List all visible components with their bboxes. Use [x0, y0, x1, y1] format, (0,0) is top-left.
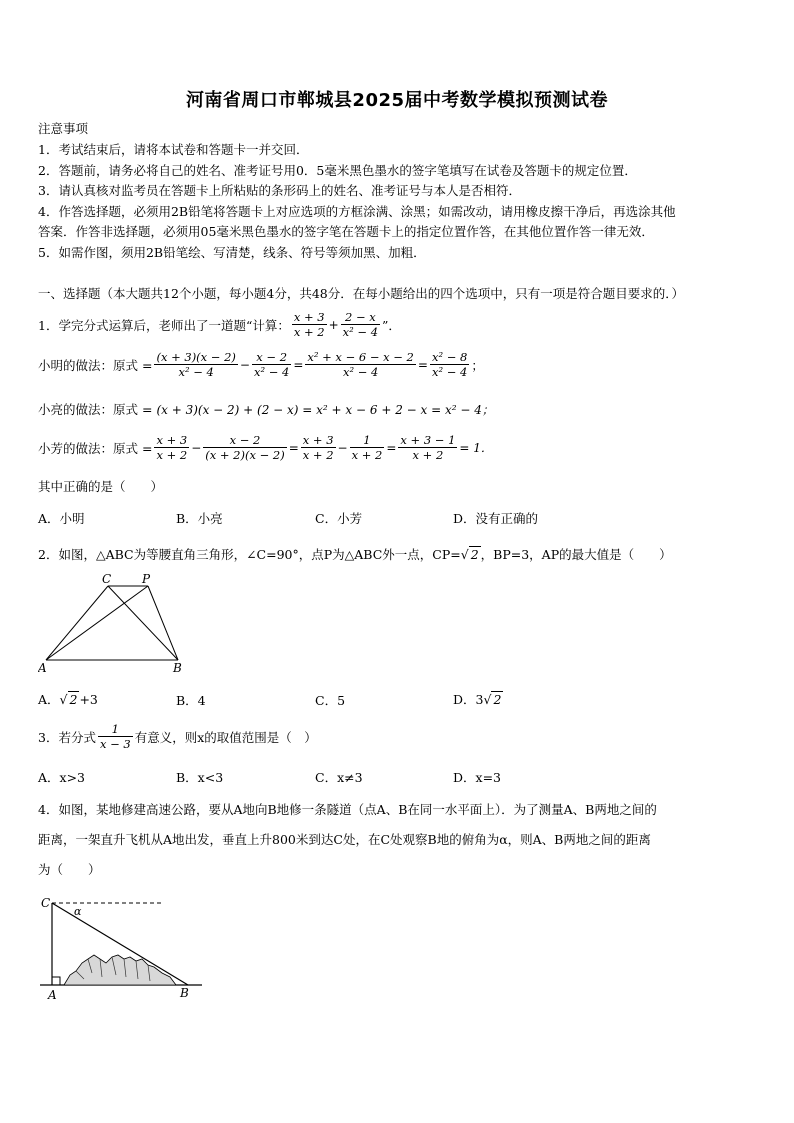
- section-heading: 一、选择题（本大题共12个小题，每小题4分，共48分．在每小题给出的四个选项中，只有一项是符合题目要求的．）: [38, 286, 685, 301]
- q1-xf-minus1: −: [191, 440, 202, 455]
- q2-label-p: P: [142, 572, 151, 586]
- q1-option-c[interactable]: C．小芳: [315, 511, 363, 526]
- q2-option-a-suffix: +3: [79, 691, 98, 707]
- q1-xf-c-num: x + 3: [302, 433, 334, 447]
- q2-option-d-prefix: D．3: [453, 692, 484, 707]
- q1-xf-eq1: =: [288, 440, 299, 455]
- q1-xm-frac-d: [430, 350, 469, 379]
- q1-xm-c-den: x² − 4: [342, 365, 379, 379]
- q1-xf-a-num: x + 3: [156, 433, 188, 447]
- q1-xm-b-den: x² − 4: [253, 365, 290, 379]
- q1-xf-minus2: −: [337, 440, 348, 455]
- q1-xf-frac-c: [301, 433, 336, 462]
- q1-xf-eq2: =: [386, 440, 397, 455]
- q1-xf-frac-d: [350, 433, 385, 462]
- q1-xf-b-den: (x + 2)(x − 2): [205, 448, 285, 462]
- q1-xf-e-den: x + 2: [412, 448, 444, 462]
- q4-line-2: 距离，一架直升飞机从A地出发，垂直上升800米到达C处，在C处观察B地的俯角为α，则A、B两地之间的距离: [38, 832, 651, 847]
- q2-stem: [38, 545, 672, 563]
- q1-xm-eq2: =: [417, 357, 428, 372]
- q1-xiaoliang-label: 小亮的做法：原式 =: [38, 402, 153, 417]
- q1-xiaoliang: [38, 400, 494, 418]
- q4-line-3: 为（ ）: [38, 862, 101, 877]
- q2-sqrt-radicand: 2: [470, 546, 479, 562]
- q1-plus: +: [328, 317, 339, 332]
- q2-option-a-prefix: A．: [38, 692, 60, 707]
- q1-xiaofang-label: 小芳的做法：原式 =: [38, 440, 153, 456]
- q2-line-pa: [46, 586, 148, 660]
- q1-xm-frac-c: [305, 350, 416, 379]
- notice-item-1: 1．考试结束后，请将本试卷和答题卡一并交回．: [38, 142, 309, 157]
- q2-stem-a: 2．如图，△ABC为等腰直角三角形，∠C=90°，点P为△ABC外一点，CP=: [38, 547, 461, 562]
- q3-frac-num: 1: [98, 722, 133, 737]
- q4-label-alpha: α: [74, 905, 82, 918]
- q2-option-a[interactable]: [38, 690, 98, 708]
- q2-sqrt: √ 2: [460, 546, 479, 562]
- q1-xm-minus: −: [239, 357, 250, 372]
- q3-stem-a: 3．若分式: [38, 729, 96, 745]
- q4-label-a: A: [48, 988, 57, 1002]
- q1-f1-num: x + 3: [293, 310, 325, 324]
- q1-xiaoming-label: 小明的做法：原式 =: [38, 357, 153, 373]
- q1-xf-frac-b: [203, 433, 286, 462]
- q1-stem-prefix: 1．学完分式运算后，老师出了一道题“计算：: [38, 317, 290, 333]
- notice-item-2: 2．答题前，请务必将自己的姓名、准考证号用0．5毫米黑色墨水的签字笔填写在试卷及答题卡的规定位置．: [38, 163, 637, 178]
- q2-figure: [38, 572, 188, 680]
- notice-item-3: 3．请认真核对监考员在答题卡上所粘贴的条形码上的姓名、准考证号与本人是否相符．: [38, 183, 521, 198]
- q1-xm-a-den: x² − 4: [178, 365, 214, 379]
- q3-option-b[interactable]: B．x<3: [176, 770, 224, 785]
- q2-stem-b: ，BP=3，AP的最大值是（ ）: [480, 547, 672, 562]
- q3-frac-den: x − 3: [99, 737, 131, 751]
- q2-option-a-radicand: 2: [69, 691, 78, 707]
- q1-xiaofang: [38, 433, 493, 462]
- q2-option-d-radicand: 2: [493, 691, 502, 707]
- q1-option-d[interactable]: D．没有正确的: [453, 511, 539, 526]
- q1-xm-d-num: x² − 8: [431, 350, 468, 364]
- q1-stem: [38, 310, 401, 339]
- q1-xf-frac-a: [154, 433, 189, 462]
- q1-stem-suffix: ”．: [382, 317, 401, 333]
- q1-fraction-1: [292, 310, 327, 339]
- q4-line-1: 4．如图，某地修建高速公路，要从A地向B地修一条隧道（点A、B在同一水平面上）．为了测量A、B两地之间的: [38, 802, 657, 817]
- q3-stem: [38, 722, 317, 751]
- q3-stem-b: 有意义，则x的取值范围是（ ）: [134, 729, 317, 745]
- q1-option-b[interactable]: B．小亮: [176, 511, 223, 526]
- q1-xf-frac-e: [398, 433, 457, 462]
- q1-xf-d-num: 1: [350, 433, 385, 448]
- q2-label-c: C: [102, 572, 112, 586]
- notice-item-4: 4．作答选择题，必须用2B铅笔将答题卡上对应选项的方框涂满、涂黑；如需改动，请用橡皮擦干净后，再选涂其他: [38, 204, 676, 219]
- q4-label-b: B: [180, 986, 189, 1000]
- page-title: 河南省周口市郸城县2025届中考数学模拟预测试卷: [185, 90, 609, 111]
- q1-xf-a-den: x + 2: [156, 448, 188, 462]
- q1-fraction-2: [341, 310, 380, 339]
- q1-option-a[interactable]: A．小明: [38, 511, 85, 526]
- q1-xf-e-num: x + 3 − 1: [400, 433, 456, 447]
- q3-fraction: [98, 722, 133, 751]
- notice-item-4-cont: 答案．作答非选择题，必须用05毫米黑色墨水的签字笔在答题卡上的指定位置作答，在其他位置作答一律无效．: [38, 224, 654, 239]
- q2-label-b: B: [173, 661, 182, 675]
- q2-option-d[interactable]: [453, 690, 503, 708]
- q2-label-a: A: [38, 661, 47, 675]
- q1-xm-d-den: x² − 4: [431, 365, 468, 379]
- q1-xiaoming: [38, 350, 484, 379]
- q1-f2-den: x² − 4: [342, 325, 379, 339]
- q1-xm-end: ；: [471, 357, 484, 373]
- q4-label-c: C: [41, 896, 51, 910]
- q2-line-cb: [108, 586, 178, 660]
- q3-option-d[interactable]: D．x=3: [453, 770, 501, 785]
- q3-option-c[interactable]: C．x≠3: [315, 770, 363, 785]
- q1-xiaoliang-expr: (x + 3)(x − 2) + (2 − x) = x² + x − 6 + 2 − x = x² − 4；: [156, 402, 494, 417]
- q4-right-angle-mark: [52, 977, 60, 985]
- q1-question: 其中正确的是（ ）: [38, 479, 164, 494]
- q1-xm-a-num: (x + 3)(x − 2): [156, 350, 236, 364]
- q2-option-d-sqrt: √ 2: [483, 691, 502, 707]
- notice-item-5: 5．如需作图，须用2B铅笔绘、写清楚，线条、符号等须加黑、加粗．: [38, 245, 426, 260]
- q2-option-b[interactable]: B．4: [176, 693, 206, 708]
- q1-xm-b-num: x − 2: [252, 350, 291, 365]
- q1-xm-frac-b: [252, 350, 291, 379]
- q2-line-pb: [148, 586, 178, 660]
- q1-xf-d-den: x + 2: [351, 448, 383, 462]
- q1-xf-c-den: x + 2: [302, 448, 334, 462]
- q1-xm-frac-a: [154, 350, 237, 379]
- q1-xf-b-num: x − 2: [203, 433, 286, 448]
- q1-xf-end: = 1．: [459, 441, 493, 455]
- q2-option-c[interactable]: C．5: [315, 693, 346, 708]
- q4-figure: [36, 893, 208, 1003]
- q1-xm-c-num: x² + x − 6 − x − 2: [307, 350, 414, 364]
- q4-mountain-shape: [64, 955, 176, 985]
- q1-xm-eq1: =: [293, 357, 304, 372]
- q2-line-ca: [46, 586, 108, 660]
- q2-option-a-sqrt: √ 2: [59, 691, 78, 707]
- q1-f1-den: x + 2: [293, 325, 325, 339]
- notice-heading: 注意事项: [38, 121, 89, 136]
- q1-f2-num: 2 − x: [341, 310, 380, 325]
- q3-option-a[interactable]: A．x>3: [38, 770, 86, 785]
